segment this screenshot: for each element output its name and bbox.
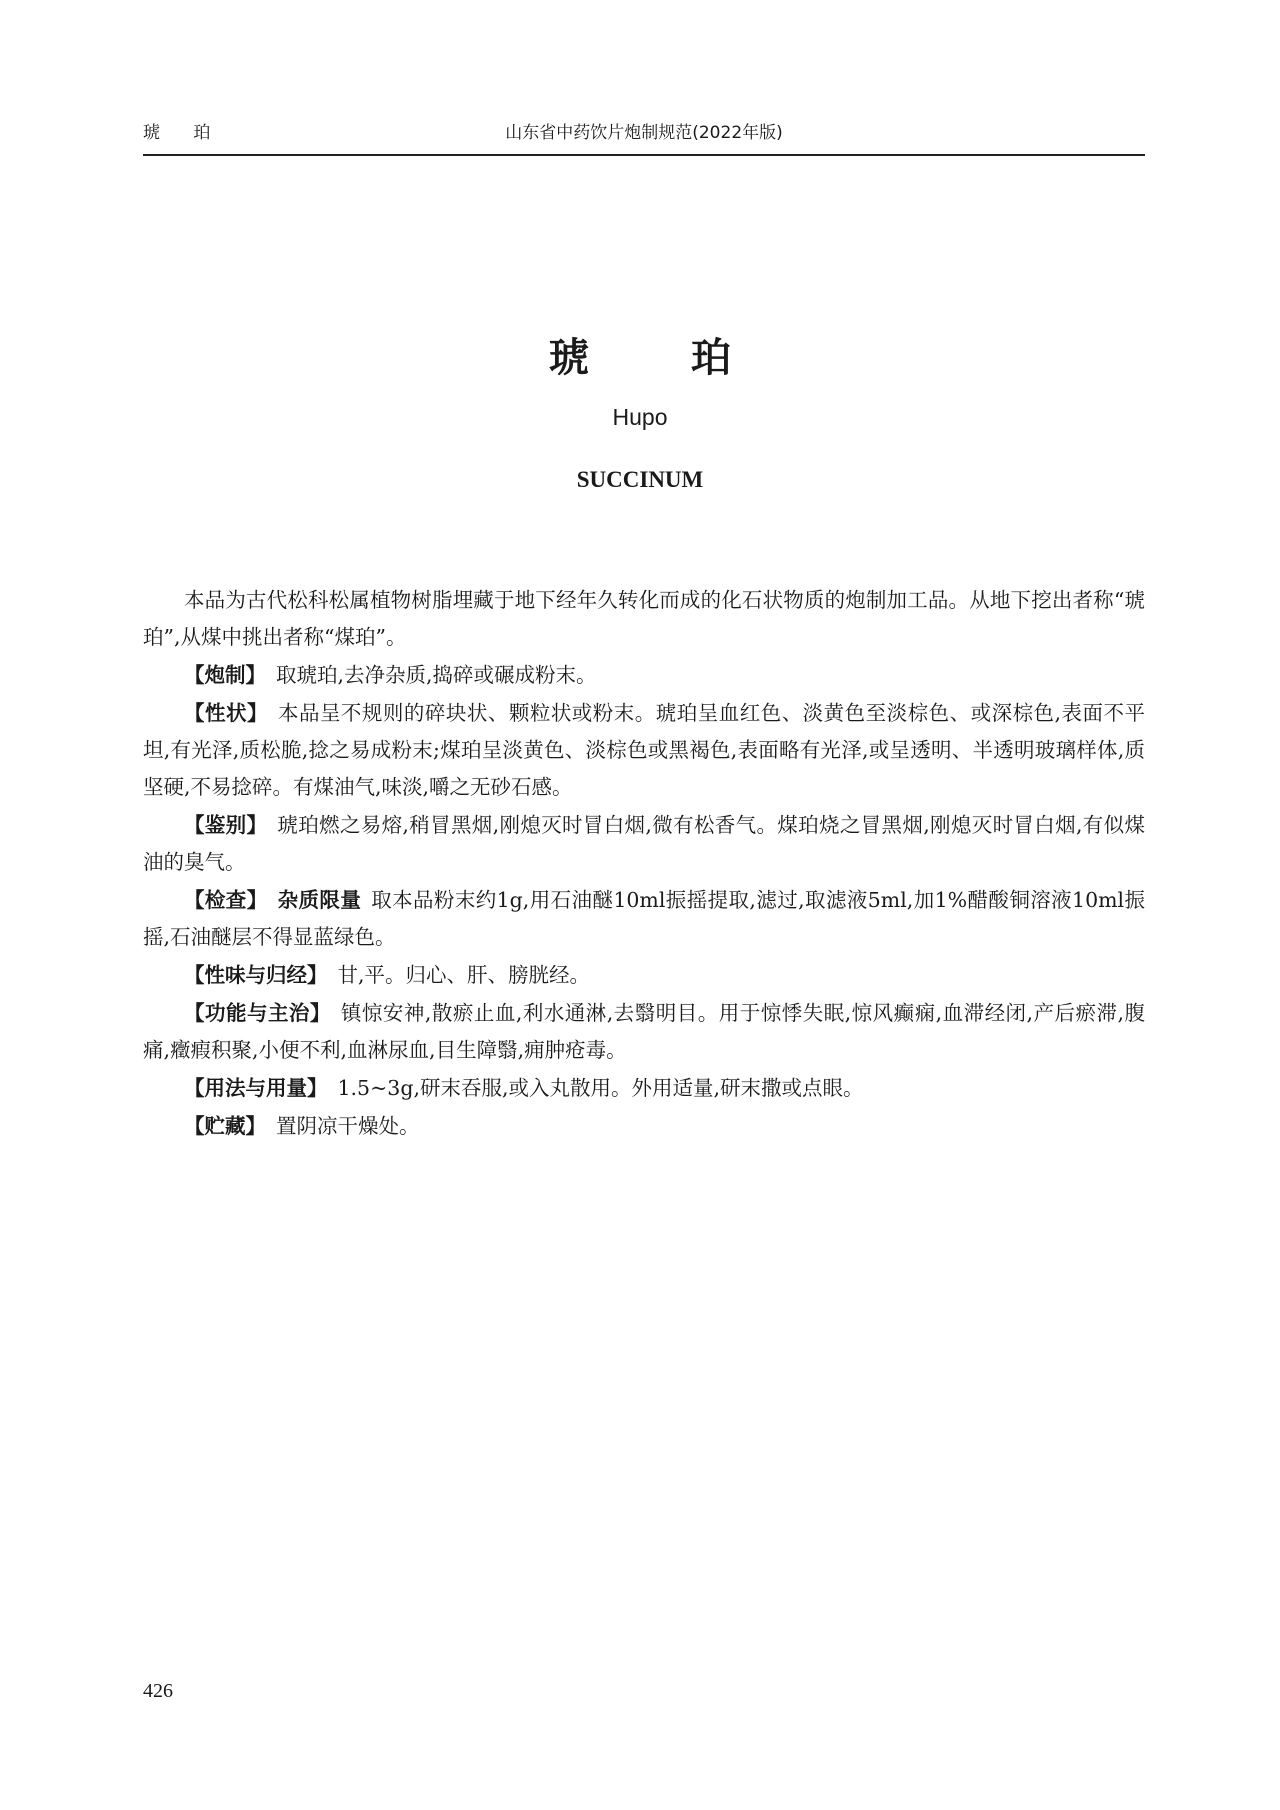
section-processing <box>143 657 1145 694</box>
section-label: 【炮制】 <box>184 663 266 687</box>
section-functions <box>143 995 1145 1069</box>
section-inspection <box>143 882 1145 956</box>
section-identification <box>143 807 1145 881</box>
section-text: 取琥珀,去净杂质,捣碎或碾成粉末。 <box>276 663 597 687</box>
section-text: 取本品粉末约1g,用石油醚10ml振摇提取,滤过,取滤液5ml,加1%醋酸铜溶液10ml振摇,石油醚层不得显蓝绿色。 <box>143 888 1146 949</box>
section-label: 【功能与主治】 <box>184 1001 331 1025</box>
entry-latin-name: SUCCINUM <box>576 467 704 492</box>
section-label: 【贮藏】 <box>184 1114 266 1138</box>
running-title: 琥 珀 <box>143 123 225 143</box>
section-text: 甘,平。归心、肝、膀胱经。 <box>337 963 591 987</box>
section-sub-label: 杂质限量 <box>277 888 362 912</box>
section-text: 1.5~3g,研末吞服,或入丸散用。外用适量,研末撒或点眼。 <box>337 1076 864 1100</box>
intro-text: 本品为古代松科松属植物树脂埋藏于地下经年久转化而成的化石状物质的炮制加工品。从地下挖出者称“琥珀”,从煤中挑出者称“煤珀”。 <box>143 588 1145 649</box>
section-nature <box>143 957 1145 994</box>
section-description <box>143 695 1145 806</box>
book-title: 山东省中药饮片炮制规范(2022年版) <box>505 123 783 143</box>
section-label: 【检查】 <box>184 888 268 912</box>
section-label: 【鉴别】 <box>184 813 268 837</box>
page-number: 426 <box>143 1680 173 1702</box>
section-storage <box>143 1108 1145 1145</box>
section-text: 本品呈不规则的碎块状、颗粒状或粉末。琥珀呈血红色、淡黄色至淡棕色、或深棕色,表面不平坦,有光泽,质松脆,捻之易成粉末;煤珀呈淡黄色、淡棕色或黑褐色,表面略有光泽,或呈透明、半透明玻璃样体,质坚硬,不易捻碎。有煤油气,味淡,嚼之无砂石感。 <box>143 701 1146 799</box>
section-text: 镇惊安神,散瘀止血,利水通淋,去翳明目。用于惊悸失眠,惊风癫痫,血滞经闭,产后瘀滞,腹痛,癥瘕积聚,小便不利,血淋尿血,目生障翳,痈肿疮毒。 <box>143 1001 1145 1062</box>
section-label: 【性味与归经】 <box>184 963 328 987</box>
section-usage <box>143 1070 1145 1107</box>
entry-pinyin: Hupo <box>612 404 668 430</box>
section-text: 琥珀燃之易熔,稍冒黑烟,刚熄灭时冒白烟,微有松香气。煤珀烧之冒黑烟,刚熄灭时冒白烟,有似煤油的臭气。 <box>143 813 1145 874</box>
section-text: 置阴凉干燥处。 <box>276 1114 420 1138</box>
page-header <box>143 112 1145 156</box>
intro-paragraph <box>143 582 1145 656</box>
section-label: 【用法与用量】 <box>184 1076 328 1100</box>
entry-body <box>143 582 1145 1145</box>
section-label: 【性状】 <box>184 701 268 725</box>
entry-title: 琥 珀 <box>549 335 775 381</box>
